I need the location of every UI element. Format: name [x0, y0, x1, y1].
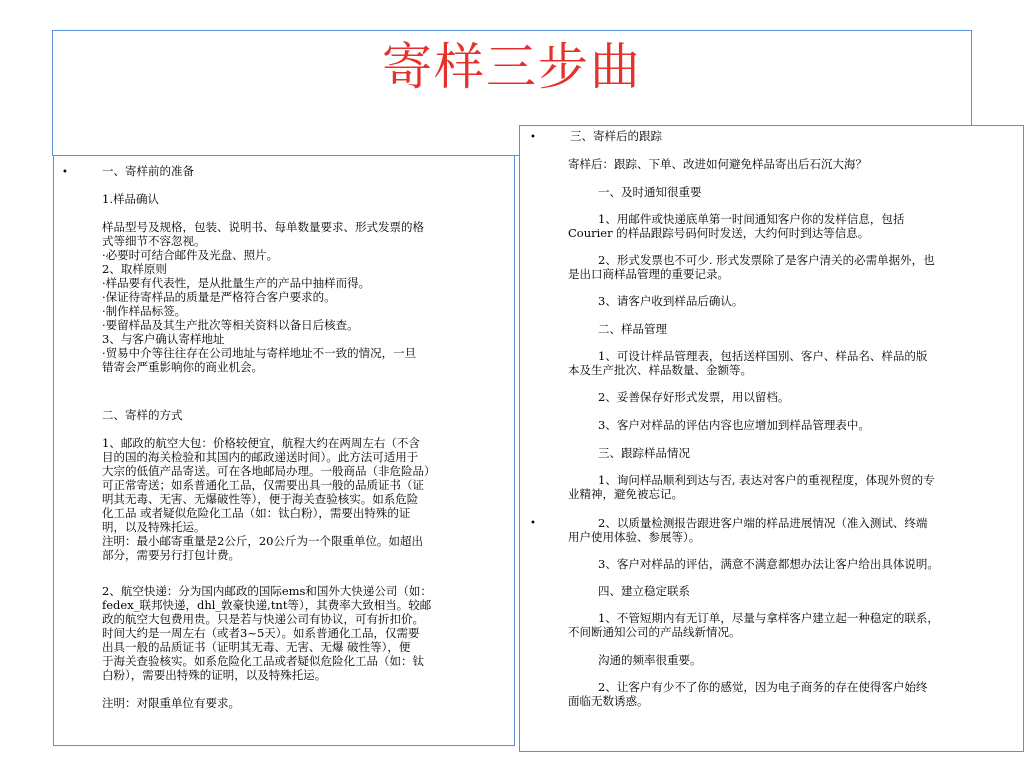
text-line: 政的航空大包费用贵。只是若与快递公司有协议，可有折扣价。 — [102, 612, 424, 626]
tracking-item-2 — [568, 516, 1018, 544]
right-text-box — [519, 125, 1024, 752]
text-line: 式等细节不容忽视。 — [102, 234, 206, 248]
text-line: Courier 的样品跟踪号码何时发送，大约何时到达等信息。 — [568, 226, 870, 240]
text-line: 目的国的海关检验和其国内的邮政递送时间）。此方法可适用于 — [102, 450, 419, 464]
text-line: 1、不管短期内有无订单，尽量与拿样客户建立起一种稳定的联系， — [598, 611, 939, 625]
text-line: 1、邮政的航空大包：价格较便宜，航程大约在两周左右（不含 — [102, 436, 420, 450]
text-line: ·要留样品及其生产批次等相关资料以备日后核查。 — [102, 318, 359, 332]
text-line: 不间断通知公司的产品线新情况。 — [568, 625, 741, 639]
text-line: 样品型号及规格，包装、说明书、每单数量要求、形式发票的格 — [102, 220, 424, 234]
text-line: ·制作样品标签。 — [102, 304, 187, 318]
subheading-stable-contact: 四、建立稳定联系 — [598, 584, 690, 598]
text-line: 3、与客户确认寄样地址 — [102, 332, 225, 346]
text-line: 1、可设计样品管理表，包括送样国别、客户、样品名、样品的版 — [598, 349, 928, 363]
text-line: 面临无数诱惑。 — [568, 694, 649, 708]
methods-post-body — [102, 436, 507, 562]
section-heading-followup: 三、寄样后的跟踪 — [570, 129, 662, 143]
management-item-1 — [568, 349, 1018, 377]
contact-frequency-note: 沟通的频率很重要。 — [598, 653, 702, 667]
weight-limit-note: 注明：对限重单位有要求。 — [102, 696, 240, 710]
text-line: 2、取样原则 — [102, 262, 167, 276]
text-line: ·贸易中介等往往存在公司地址与寄样地址不一致的情况，一旦 — [102, 346, 417, 360]
text-line: 2、以质量检测报告跟进客户端的样品进展情况（准入测试、终端 — [598, 516, 928, 530]
text-line: 可正常寄送；如系普通化工品，仅需要出具一般的品质证书（证 — [102, 478, 424, 492]
text-line: 错寄会严重影响你的商业机会。 — [102, 360, 263, 374]
text-line: 是出口商样品管理的重要记录。 — [568, 267, 729, 281]
bullet-marker: • — [530, 518, 536, 529]
left-text-box — [53, 155, 515, 746]
text-line: ·样品要有代表性，是从批量生产的产品中抽样而得。 — [102, 276, 371, 290]
subheading-sample-management: 二、样品管理 — [598, 322, 667, 336]
text-line: 2、形式发票也不可少. 形式发票除了是客户清关的必需单据外，也 — [598, 253, 935, 267]
text-line: 1、询问样品顺利到达与否, 表达对客户的重视程度，体现外贸的专 — [598, 473, 935, 487]
text-line: 1、用邮件或快递底单第一时间通知客户你的发样信息，包括 — [598, 212, 905, 226]
section-heading-methods: 二、寄样的方式 — [102, 408, 183, 422]
text-line: 明，以及特殊托运。 — [102, 520, 206, 534]
notify-item-2 — [568, 253, 1018, 281]
contact-item-2 — [568, 680, 1018, 708]
bullet-marker: • — [62, 167, 68, 178]
subsection-title-sample-confirm: 1.样品确认 — [102, 192, 159, 206]
tracking-item-3: 3、客户对样品的评估，满意不满意都想办法让客户给出具体说明。 — [598, 557, 939, 571]
text-line: 大宗的低值产品寄送。可在各地邮局办理。一般商品（非危险品） — [102, 464, 436, 478]
subheading-tracking: 三、跟踪样品情况 — [598, 446, 690, 460]
text-line: 业精神，避免被忘记。 — [568, 487, 683, 501]
text-line: 2、让客户有少不了你的感觉，因为电子商务的存在使得客户始终 — [598, 680, 928, 694]
tracking-item-1 — [568, 473, 1018, 501]
text-line: 2、航空快递：分为国内邮政的国际ems和国外大快递公司（如： — [102, 584, 432, 598]
section-heading-prepare: 一、寄样前的准备 — [102, 164, 194, 178]
notify-item-3: 3、请客户收到样品后确认。 — [598, 294, 744, 308]
text-line: fedex_联邦快递，dhl_敦豪快递,tnt等），其费率大致相当。较邮 — [102, 598, 432, 612]
text-line: ·必要时可结合邮件及光盘、照片。 — [102, 248, 279, 262]
text-line: 部分，需要另行打包计费。 — [102, 548, 240, 562]
text-line: 注明：最小邮寄重量是2公斤，20公斤为一个限重单位。如超出 — [102, 534, 423, 548]
text-line: 出具一般的品质证书（证明其无毒、无害、无爆 破性等），便 — [102, 640, 411, 654]
slide-title: 寄样三步曲 — [382, 38, 642, 96]
text-line: 明其无毒、无害、无爆破性等），便于海关查验核实。如系危险 — [102, 492, 419, 506]
subheading-notify: 一、及时通知很重要 — [598, 185, 702, 199]
methods-express-body — [102, 584, 507, 682]
contact-item-1 — [568, 611, 1018, 639]
management-item-3: 3、客户对样品的评估内容也应增加到样品管理表中。 — [598, 418, 870, 432]
text-line: 化工品 或者疑似危险化工品（如：钛白粉），需要出特殊的证 — [102, 506, 411, 520]
text-line: 于海关查验核实。如系危险化工品或者疑似危险化工品（如：钛 — [102, 654, 424, 668]
text-line: 时间大约是一周左右（或者3~5天）。如系普通化工品，仅需要 — [102, 626, 420, 640]
notify-item-1 — [568, 212, 1018, 240]
followup-intro: 寄样后：跟踪、下单、改进如何避免样品寄出后石沉大海？ — [568, 157, 867, 171]
text-line: ·保证待寄样品的质量是严格符合客户要求的。 — [102, 290, 336, 304]
text-line: 白粉），需要出特殊的证明，以及特殊托运。 — [102, 668, 327, 682]
management-item-2: 2、妥善保存好形式发票，用以留档。 — [598, 390, 790, 404]
prepare-body — [102, 220, 507, 374]
text-line: 本及生产批次、样品数量、金额等。 — [568, 363, 752, 377]
bullet-marker: • — [530, 132, 536, 143]
text-line: 用户使用体验、参展等）。 — [568, 530, 701, 544]
